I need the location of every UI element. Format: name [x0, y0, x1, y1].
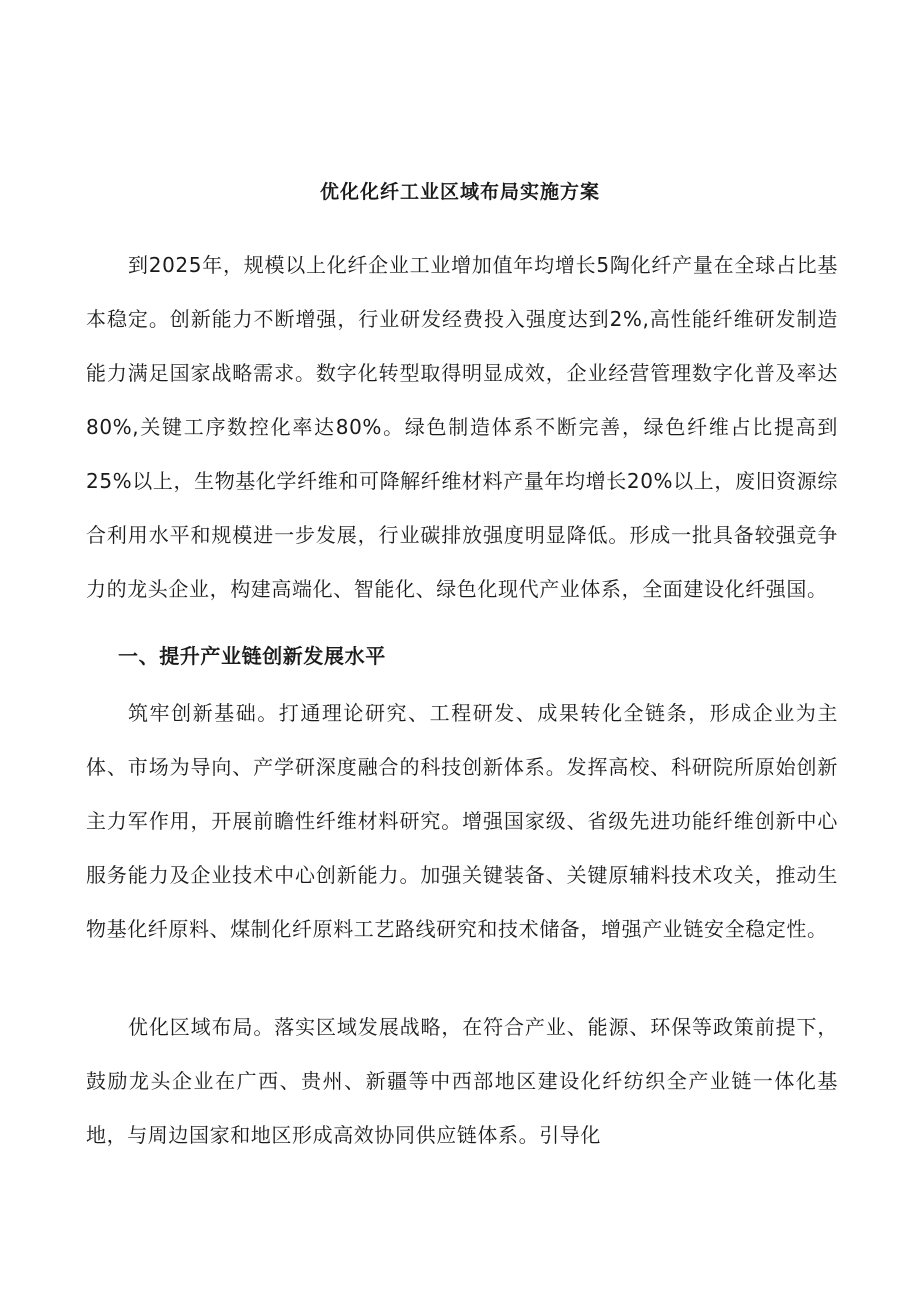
- intro-paragraph: 到2025年，规模以上化纤企业工业增加值年均增长5陶化纤产量在全球占比基本稳定。创新能力不断增强，行业研发经费投入强度达到2%,高性能纤维研发制造能力满足国家战略需求。数字化转型取得明显成效，企业经营管理数字化普及率达80%,关键工序数控化率达80%。绿色制造体系不断完善，绿色纤维占比提高到25%以上，生物基化学纤维和可降解纤维材料产量年均增长20%以上，废旧资源综合利用水平和规模进一步发展，行业碳排放强度明显降低。形成一批具备较强竞争力的龙头企业，构建高端化、智能化、绿色化现代产业体系，全面建设化纤强国。: [86, 253, 838, 601]
- section-paragraph-innovation: 筑牢创新基础。打通理论研究、工程研发、成果转化全链条，形成企业为主体、市场为导向、产学研深度融合的科技创新体系。发挥高校、科研院所原始创新主力军作用，开展前瞻性纤维材料研究。增强国家级、省级先进功能纤维创新中心服务能力及企业技术中心创新能力。加强关键装备、关键原辅料技术攻关，推动生物基化纤原料、煤制化纤原料工艺路线研究和技术储备，增强产业链安全稳定性。: [86, 701, 838, 941]
- section-heading: 一、提升产业链创新发展水平: [118, 644, 386, 668]
- document-title: 优化化纤工业区域布局实施方案: [319, 181, 600, 203]
- section-paragraph-layout: 优化区域布局。落实区域发展战略，在符合产业、能源、环保等政策前提下，鼓励龙头企业在广西、贵州、新疆等中西部地区建设化纤纺织全产业链一体化基地，与周边国家和地区形成高效协同供应链体系。引导化: [86, 1015, 838, 1147]
